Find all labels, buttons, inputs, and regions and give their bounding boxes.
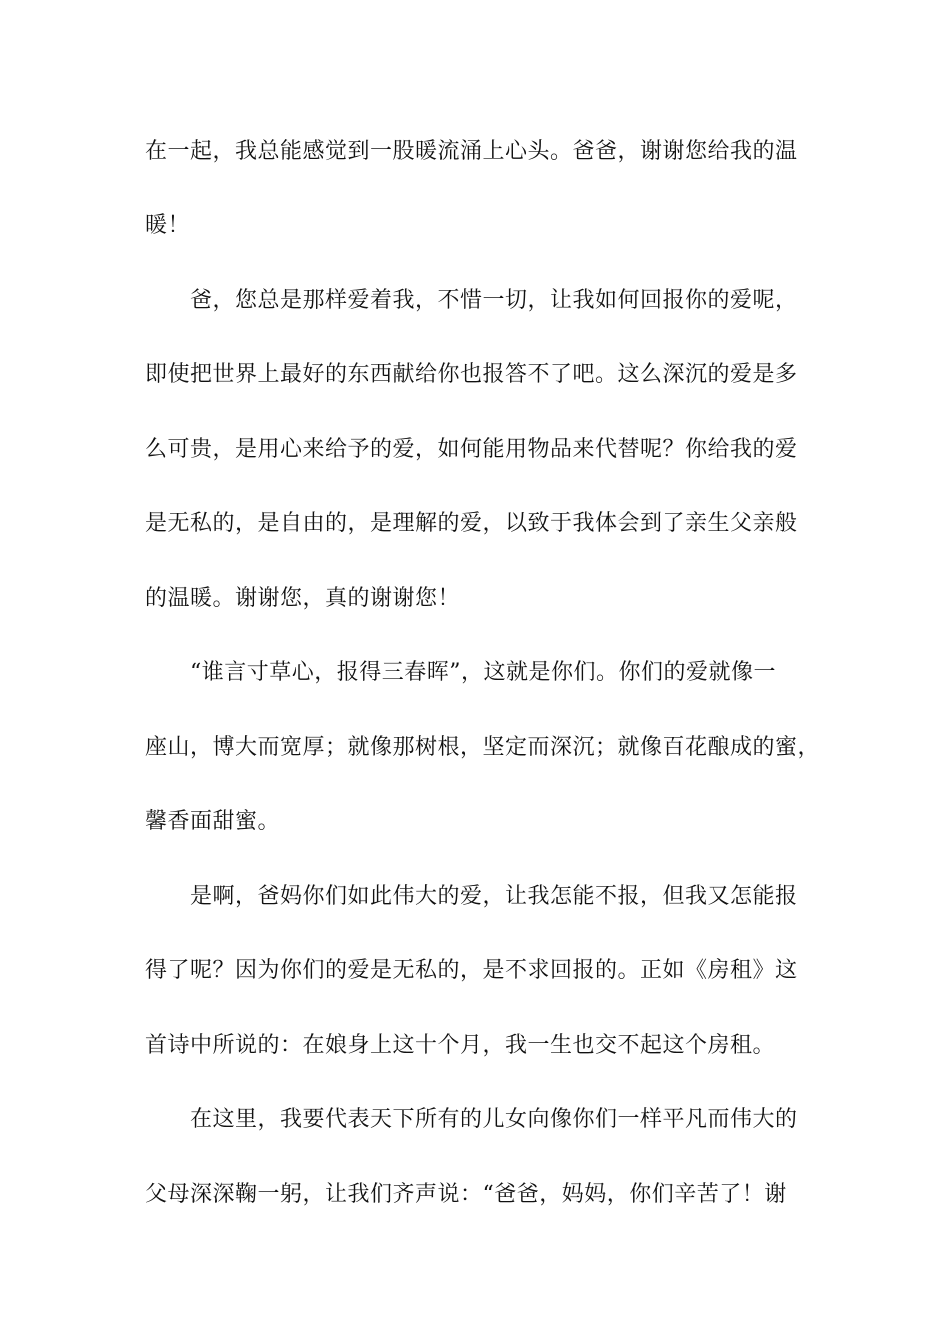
text-line: 座山，博大而宽厚；就像那树根，坚定而深沉；就像百花酿成的蜜， [145, 735, 821, 760]
text-line: 在一起，我总能感觉到一股暖流涌上心头。爸爸，谢谢您给我的温 [145, 139, 798, 164]
text-line: 的温暖。谢谢您，真的谢谢您！ [145, 586, 461, 611]
paragraph-start-line: 爸，您总是那样爱着我，不惜一切，让我如何回报你的爱呢， [190, 288, 798, 313]
text-line: 父母深深鞠一躬，让我们齐声说：“爸爸，妈妈，你们辛苦了！谢 [145, 1182, 787, 1207]
text-line: 得了呢？因为你们的爱是无私的，是不求回报的。正如《房租》这 [145, 958, 798, 983]
text-line: 是无私的，是自由的，是理解的爱，以致于我体会到了亲生父亲般 [145, 511, 798, 536]
text-line: 么可贵，是用心来给予的爱，如何能用物品来代替呢？你给我的爱 [145, 437, 798, 462]
paragraph-start-line: “谁言寸草心，报得三春晖”，这就是你们。你们的爱就像一 [190, 660, 776, 685]
text-line: 首诗中所说的：在娘身上这十个月，我一生也交不起这个房租。 [145, 1033, 776, 1058]
text-line: 暖！ [145, 213, 191, 238]
text-line: 馨香面甜蜜。 [145, 809, 281, 834]
paragraph-start-line: 在这里，我要代表天下所有的儿女向像你们一样平凡而伟大的 [190, 1107, 798, 1132]
paragraph-start-line: 是啊，爸妈你们如此伟大的爱，让我怎能不报，但我又怎能报 [190, 884, 798, 909]
text-line: 即使把世界上最好的东西献给你也报答不了吧。这么深沉的爱是多 [145, 362, 798, 387]
